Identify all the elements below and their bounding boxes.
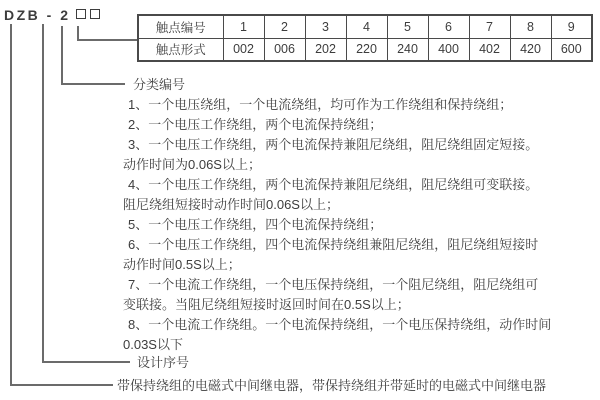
classification-line-5: 4、一个电压工作绕组，两个电流保持兼阻尼绕组，阻尼绕组可变联接。 [128, 177, 539, 192]
classification-block [123, 75, 593, 355]
contact-table-cell: 5 [387, 15, 428, 38]
contact-table-cell: 2 [264, 15, 305, 38]
contact-table-cell: 002 [223, 38, 264, 61]
contact-table-cell: 600 [551, 38, 592, 61]
classification-line-1: 1、一个电压绕组，一个电流绕组，均可作为工作绕组和保持绕组； [128, 97, 513, 112]
classification-line-11: 变联接。当阻尼绕组短接时返回时间在0.5S以上； [123, 297, 410, 312]
contact-table-cell: 7 [469, 15, 510, 38]
classification-label: 分类编号 [133, 77, 186, 92]
contact-table-cell: 420 [510, 38, 551, 61]
contact-table-cell: 6 [428, 15, 469, 38]
classification-line-2: 2、一个电压工作绕组，两个电流保持绕组； [128, 117, 383, 132]
contact-table-cell: 400 [428, 38, 469, 61]
contact-table-cell: 402 [469, 38, 510, 61]
classification-line-7: 5、一个电压工作绕组，四个电流保持绕组； [128, 217, 383, 232]
contact-table-row-1 [138, 15, 592, 38]
contact-table-cell: 8 [510, 15, 551, 38]
classification-line-4: 动作时间为0.06S以上； [123, 157, 261, 172]
leader-vline-design-serial [42, 24, 44, 363]
contact-table-cell: 220 [346, 38, 387, 61]
contact-table-cell: 006 [264, 38, 305, 61]
contact-table-cell: 3 [305, 15, 346, 38]
contact-table-cell: 240 [387, 38, 428, 61]
contact-table-row-header: 触点形式 [138, 38, 223, 61]
classification-line-6: 阻尼绕组短接时动作时间0.06S以上； [123, 197, 339, 212]
contact-table-cell: 1 [223, 15, 264, 38]
model-prefix: DZB - 2 [4, 7, 71, 23]
contact-table-cell: 202 [305, 38, 346, 61]
model-box-2 [90, 9, 100, 19]
model-box-1 [76, 9, 86, 19]
classification-line-12: 8、一个电流工作绕组。一个电流保持绕组，一个电压保持绕组，动作时间 [128, 317, 552, 332]
classification-line-10: 7、一个电流工作绕组，一个电压保持绕组，一个阻尼绕组，阻尼绕组可 [128, 277, 539, 292]
contact-table [137, 14, 593, 62]
leader-vline-classification [61, 26, 63, 85]
relay-type-label: 带保持绕组的电磁式中间继电器，带保持绕组并带延时的电磁式中间继电器 [117, 378, 547, 393]
contact-table-cell: 4 [346, 15, 387, 38]
classification-line-8: 6、一个电压工作绕组，四个电流保持绕组兼阻尼绕组，阻尼绕组短接时 [128, 237, 539, 252]
leader-hline-classification [61, 83, 125, 85]
leader-hline-contact-table [77, 39, 137, 41]
classification-line-9: 动作时间0.5S以上； [123, 257, 241, 272]
leader-hline-relay-type [10, 384, 113, 386]
contact-table-row-2 [138, 38, 592, 61]
classification-line-13: 0.03S以下 [123, 337, 183, 352]
model-placeholder-boxes [76, 7, 104, 23]
design-serial-label: 设计序号 [137, 355, 190, 370]
leader-vline-relay-type [10, 24, 12, 386]
classification-line-3: 3、一个电压工作绕组，两个电流保持兼阻尼绕组，阻尼绕组固定短接。 [128, 137, 539, 152]
contact-table-row-header: 触点编号 [138, 15, 223, 38]
model-code [4, 7, 104, 23]
leader-hline-design-serial [42, 361, 130, 363]
contact-table-cell: 9 [551, 15, 592, 38]
